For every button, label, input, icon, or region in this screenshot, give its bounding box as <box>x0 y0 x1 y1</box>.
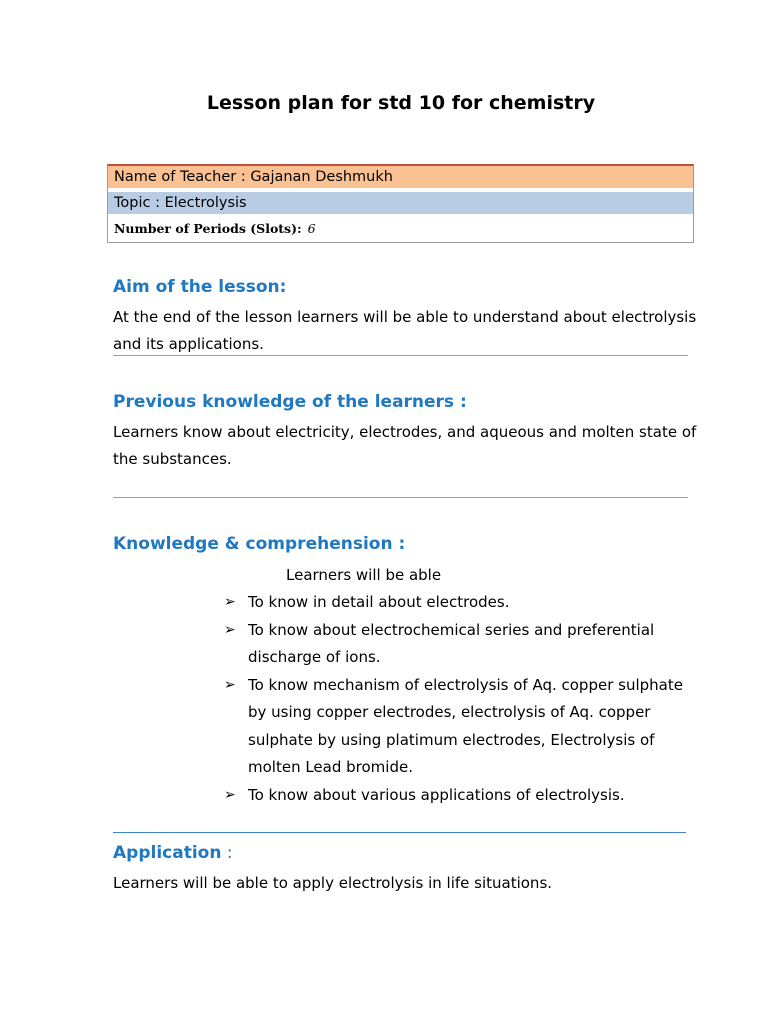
aim-text: At the end of the lesson learners will be able to understand about electrolysis and its applications. <box>113 308 697 353</box>
list-item-text: To know about electrochemical series and preferential discharge of ions. <box>248 620 655 666</box>
aim-heading: Aim of the lesson: <box>113 277 287 297</box>
application-heading <box>113 843 233 863</box>
arrow-bullet-icon: ➢ <box>224 594 236 610</box>
arrow-bullet-icon: ➢ <box>224 676 236 693</box>
arrow-bullet-icon: ➢ <box>224 786 236 803</box>
divider <box>113 497 688 498</box>
knowledge-heading: Knowledge & comprehension : <box>113 534 406 554</box>
list-item <box>224 672 694 782</box>
knowledge-list <box>224 589 694 809</box>
arrow-bullet-icon: ➢ <box>224 621 236 638</box>
page-title: Lesson plan for std 10 for chemistry <box>206 92 596 114</box>
periods-row <box>108 218 693 242</box>
list-item <box>224 782 694 810</box>
periods-value: 6 <box>307 221 316 236</box>
list-item-text: To know mechanism of electrolysis of Aq. copper sulphate by using copper electrodes, electrolysis of Aq. copper sulphate by using platimum electrodes, Electrolysis of molten Lead bromide. <box>248 675 683 776</box>
list-item <box>224 617 694 672</box>
previous-knowledge-text: Learners know about electricity, electrodes, and aqueous and molten state of the substances. <box>113 423 697 468</box>
topic-row: Topic : Electrolysis <box>108 192 693 218</box>
knowledge-intro: Learners will be able <box>286 566 442 584</box>
application-heading-text: Application <box>113 843 222 863</box>
list-item <box>224 589 694 617</box>
info-table <box>107 164 694 243</box>
previous-knowledge-heading: Previous knowledge of the learners : <box>113 392 467 412</box>
periods-label: Number of Periods (Slots): <box>114 221 302 236</box>
divider <box>113 355 688 356</box>
application-text: Learners will be able to apply electrolysis in life situations. <box>113 874 553 892</box>
divider <box>113 832 686 833</box>
list-item-text: To know in detail about electrodes. <box>248 593 510 611</box>
list-item-text: To know about various applications of electrolysis. <box>248 785 625 804</box>
application-heading-colon: : <box>221 843 233 863</box>
teacher-row: Name of Teacher : Gajanan Deshmukh <box>108 166 693 192</box>
